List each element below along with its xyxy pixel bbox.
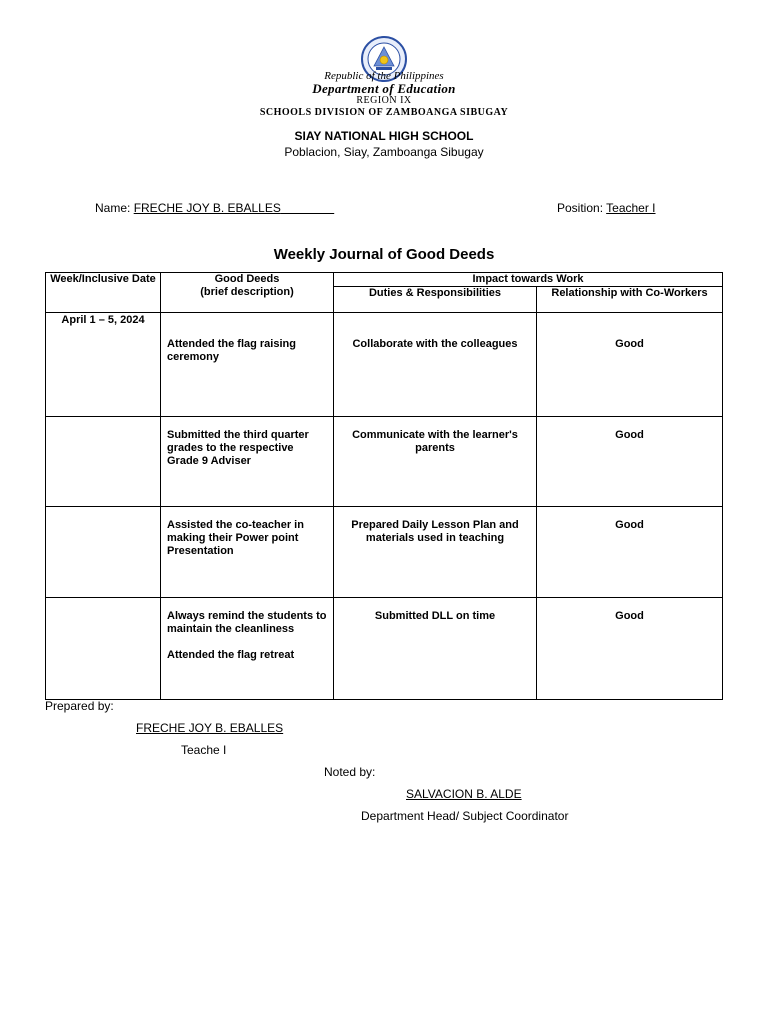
header-deeds-subtitle: (brief description): [200, 286, 294, 298]
deed-text: Attended the flag retreat: [167, 649, 295, 661]
name-field: [95, 201, 334, 215]
row-relationship: Good: [537, 417, 723, 507]
school-address: Poblacion, Siay, Zamboanga Sibugay: [284, 145, 484, 159]
table-row: [46, 313, 723, 417]
row-date: [46, 417, 161, 507]
deed-text: Always remind the students to maintain the cleanliness: [167, 610, 327, 635]
header-week: Week/Inclusive Date: [46, 273, 161, 313]
prepared-by-label: Prepared by:: [45, 699, 114, 713]
school-name: SIAY NATIONAL HIGH SCHOOL: [294, 129, 474, 143]
row-relationship: Good: [537, 507, 723, 598]
table-row: [46, 598, 723, 700]
department-line: Department of Education: [312, 81, 456, 96]
row-relationship: Good: [537, 598, 723, 700]
noted-by-label: Noted by:: [324, 765, 376, 779]
document-title: Weekly Journal of Good Deeds: [273, 246, 495, 263]
table-header-row: [46, 273, 723, 287]
row-deed: [161, 417, 334, 507]
good-deeds-table: [45, 272, 723, 700]
row-relationship: Good: [537, 313, 723, 417]
noted-by-name: SALVACION B. ALDE: [406, 787, 522, 801]
header-impact: Impact towards Work: [334, 273, 723, 287]
row-duty: Collaborate with the colleagues: [334, 313, 537, 417]
name-label: Name:: [95, 201, 131, 215]
deed-text: Submitted the third quarter grades to the respective Grade 9 Adviser: [167, 429, 309, 467]
header-deeds: [161, 273, 334, 313]
row-date: [46, 598, 161, 700]
division-line: SCHOOLS DIVISION OF ZAMBOANGA SIBUGAY: [259, 107, 509, 118]
row-duty: Submitted DLL on time: [334, 598, 537, 700]
table-row: [46, 507, 723, 598]
prepared-by-position: Teache I: [181, 743, 227, 757]
row-duty: Prepared Daily Lesson Plan and materials used in teaching: [334, 507, 537, 598]
region-line: REGION IX: [356, 95, 412, 106]
row-deed: [161, 313, 334, 417]
row-date: April 1 – 5, 2024: [46, 313, 161, 417]
header-duties: Duties & Responsibilities: [334, 287, 537, 313]
deed-text: Attended the flag raising ceremony: [167, 338, 296, 363]
noted-by-position: Department Head/ Subject Coordinator: [361, 809, 569, 823]
row-deed: [161, 598, 334, 700]
position-field: [557, 201, 656, 215]
row-duty: Communicate with the learner's parents: [334, 417, 537, 507]
position-value: Teacher I: [606, 201, 656, 215]
deed-text: Assisted the co-teacher in making their Power point Presentation: [167, 519, 304, 557]
row-deed: [161, 507, 334, 598]
row-date: [46, 507, 161, 598]
table-row: [46, 417, 723, 507]
header-deeds-title: Good Deeds: [214, 273, 280, 285]
prepared-by-name: FRECHE JOY B. EBALLES: [136, 721, 284, 735]
header-relationship: Relationship with Co-Workers: [537, 287, 723, 313]
republic-line: Republic of the Philippines: [324, 70, 444, 82]
position-label: Position:: [557, 201, 604, 215]
name-value: FRECHE JOY B. EBALLES: [133, 201, 281, 215]
